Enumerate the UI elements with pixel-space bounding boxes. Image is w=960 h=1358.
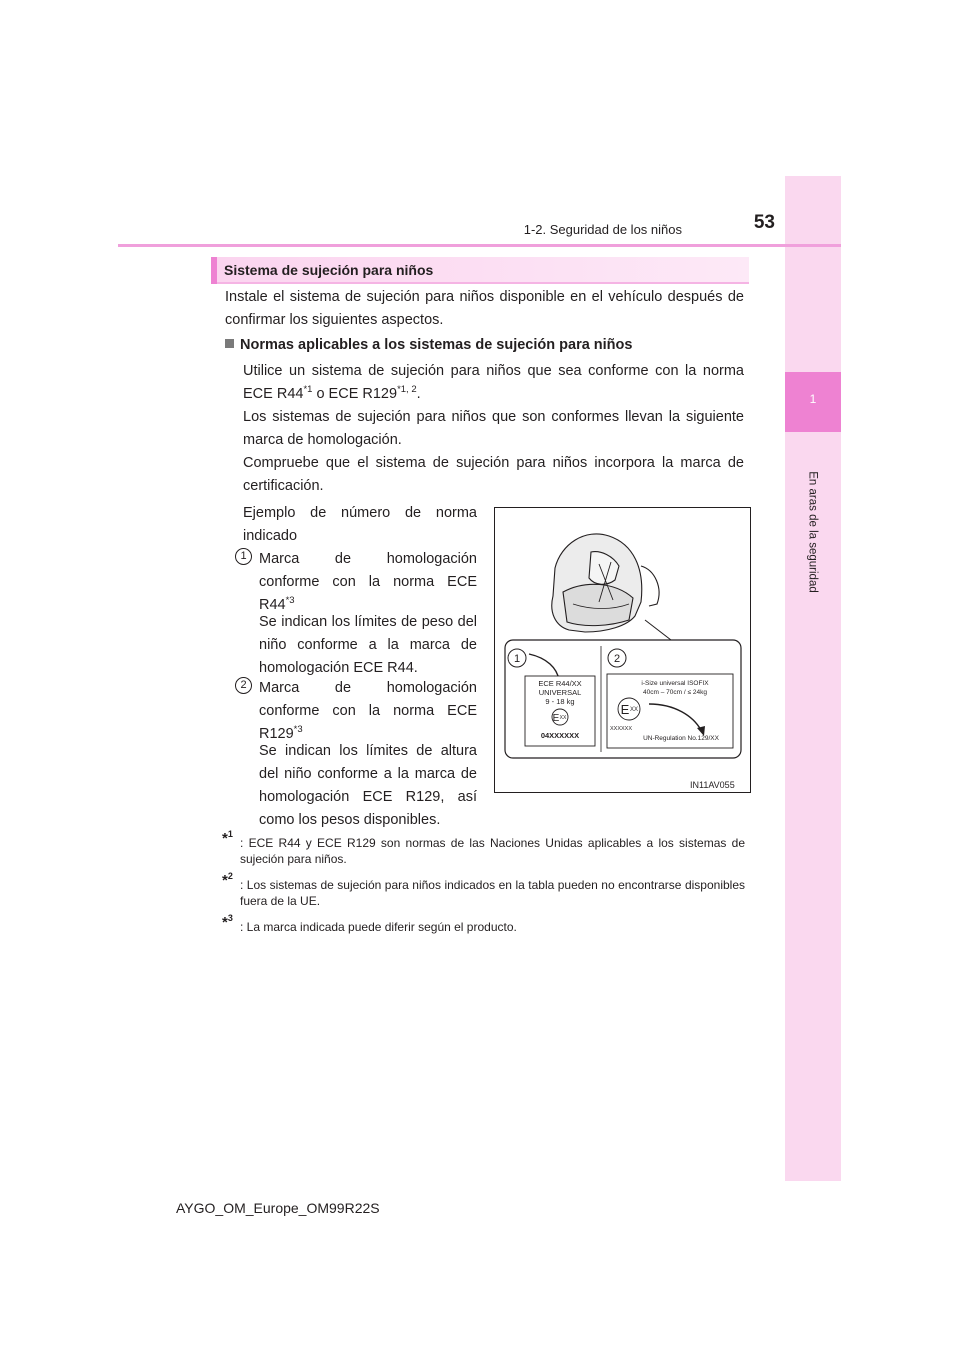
side-tab-label bbox=[781, 471, 845, 593]
header-rule bbox=[118, 244, 841, 247]
footnote-2-marker: *$^2$ bbox=[222, 871, 233, 889]
footnote-3-marker: *$^3$ bbox=[222, 913, 233, 931]
section-heading: Sistema de sujeción para niños bbox=[224, 262, 434, 278]
r129-regulation: UN-Regulation No.129/XX bbox=[643, 735, 719, 742]
p1-text-b: o ECE R129 bbox=[312, 386, 398, 402]
p1-sup-a: *1 bbox=[303, 384, 313, 396]
item-1-sup: *3 bbox=[285, 595, 295, 607]
homologation-paragraph: Los sistemas de sujeción para niños que son conformes llevan la siguiente marca de homologación. bbox=[243, 409, 744, 448]
side-tab-number: 1 bbox=[809, 392, 817, 406]
footnote-1-marker: *$^1$ bbox=[222, 829, 233, 847]
item-2-title bbox=[259, 677, 477, 746]
bullet-heading-text: Normas aplicables a los sistemas de sujeción para niños bbox=[240, 337, 633, 353]
r129-mark-sub: XX bbox=[629, 707, 639, 713]
figure-label-2: 2 bbox=[613, 653, 621, 665]
item-1-number: 1 bbox=[235, 548, 252, 565]
example-text: Ejemplo de número de norma indicado bbox=[243, 505, 477, 544]
item-1-title-text: Marca de homologación conforme con la norma ECE R44 bbox=[259, 551, 477, 613]
item-2-number: 2 bbox=[235, 677, 252, 694]
bullet-heading bbox=[225, 337, 632, 353]
footnote-3 bbox=[222, 913, 745, 935]
r129-line1: i-Size universal ISOFIX bbox=[641, 680, 709, 687]
footnote-1-text: : ECE R44 y ECE R129 son normas de las Naciones Unidas aplicables a los sistemas de sujeción para niños. bbox=[240, 836, 745, 866]
certification-paragraph: Compruebe que el sistema de sujeción para niños incorpora la marca de certificación. bbox=[243, 455, 744, 494]
r129-code: XXXXXX bbox=[609, 726, 633, 732]
side-tab-label-text: En aras de la seguridad bbox=[807, 471, 819, 593]
p1-text-c: . bbox=[416, 386, 421, 402]
figure-label-1: 1 bbox=[513, 653, 521, 665]
item-2-sup: *3 bbox=[293, 724, 303, 736]
p1-text-a: Utilice un sistema de sujeción para niños que sea conforme con la norma ECE R44 bbox=[243, 363, 744, 402]
side-tab bbox=[785, 176, 841, 1181]
footnote-1 bbox=[222, 829, 745, 867]
item-2-description: Se indican los límites de altura del niño conforme a la marca de homologación ECE R129, así como los pesos disponibles. bbox=[259, 743, 477, 828]
r44-code: 04XXXXXX bbox=[540, 731, 580, 740]
footnote-2 bbox=[222, 871, 745, 909]
figure-code: IN11AV055 bbox=[690, 780, 735, 790]
item-2-title-text: Marca de homologación conforme con la norma ECE R129 bbox=[259, 680, 477, 742]
r129-mark: E bbox=[620, 702, 630, 717]
footnote-3-text: : La marca indicada puede diferir según el producto. bbox=[240, 920, 517, 934]
r44-line3: 9 - 18 kg bbox=[545, 697, 575, 706]
r44-mark-sub: XX bbox=[559, 715, 567, 721]
standards-paragraph bbox=[243, 360, 744, 406]
intro-paragraph: Instale el sistema de sujeción para niños disponible en el vehículo después de confirmar los siguientes aspectos. bbox=[225, 289, 744, 328]
child-seat-illustration bbox=[495, 508, 750, 792]
section-title: 1-2. Seguridad de los niños bbox=[523, 222, 682, 237]
heading-accent-bar bbox=[211, 257, 217, 284]
page-number: 53 bbox=[753, 212, 775, 233]
footnote-2-text: : Los sistemas de sujeción para niños indicados en la tabla pueden no encontrarse disponibles fuera de la UE. bbox=[240, 878, 745, 908]
p1-sup-b: *1, 2 bbox=[397, 384, 417, 396]
r44-line2: UNIVERSAL bbox=[538, 688, 582, 697]
bullet-square-icon bbox=[225, 339, 234, 348]
r44-mark: E bbox=[552, 713, 560, 724]
footer-code: AYGO_OM_Europe_OM99R22S bbox=[176, 1200, 380, 1216]
figure-child-seat-labels bbox=[494, 507, 751, 793]
r44-line1: ECE R44/XX bbox=[538, 679, 582, 688]
r129-line2: 40cm – 70cm / ≤ 24kg bbox=[643, 689, 707, 696]
item-1-title bbox=[259, 548, 477, 617]
item-1-description: Se indican los límites de peso del niño conforme a la marca de homologación ECE R44. bbox=[259, 614, 477, 676]
